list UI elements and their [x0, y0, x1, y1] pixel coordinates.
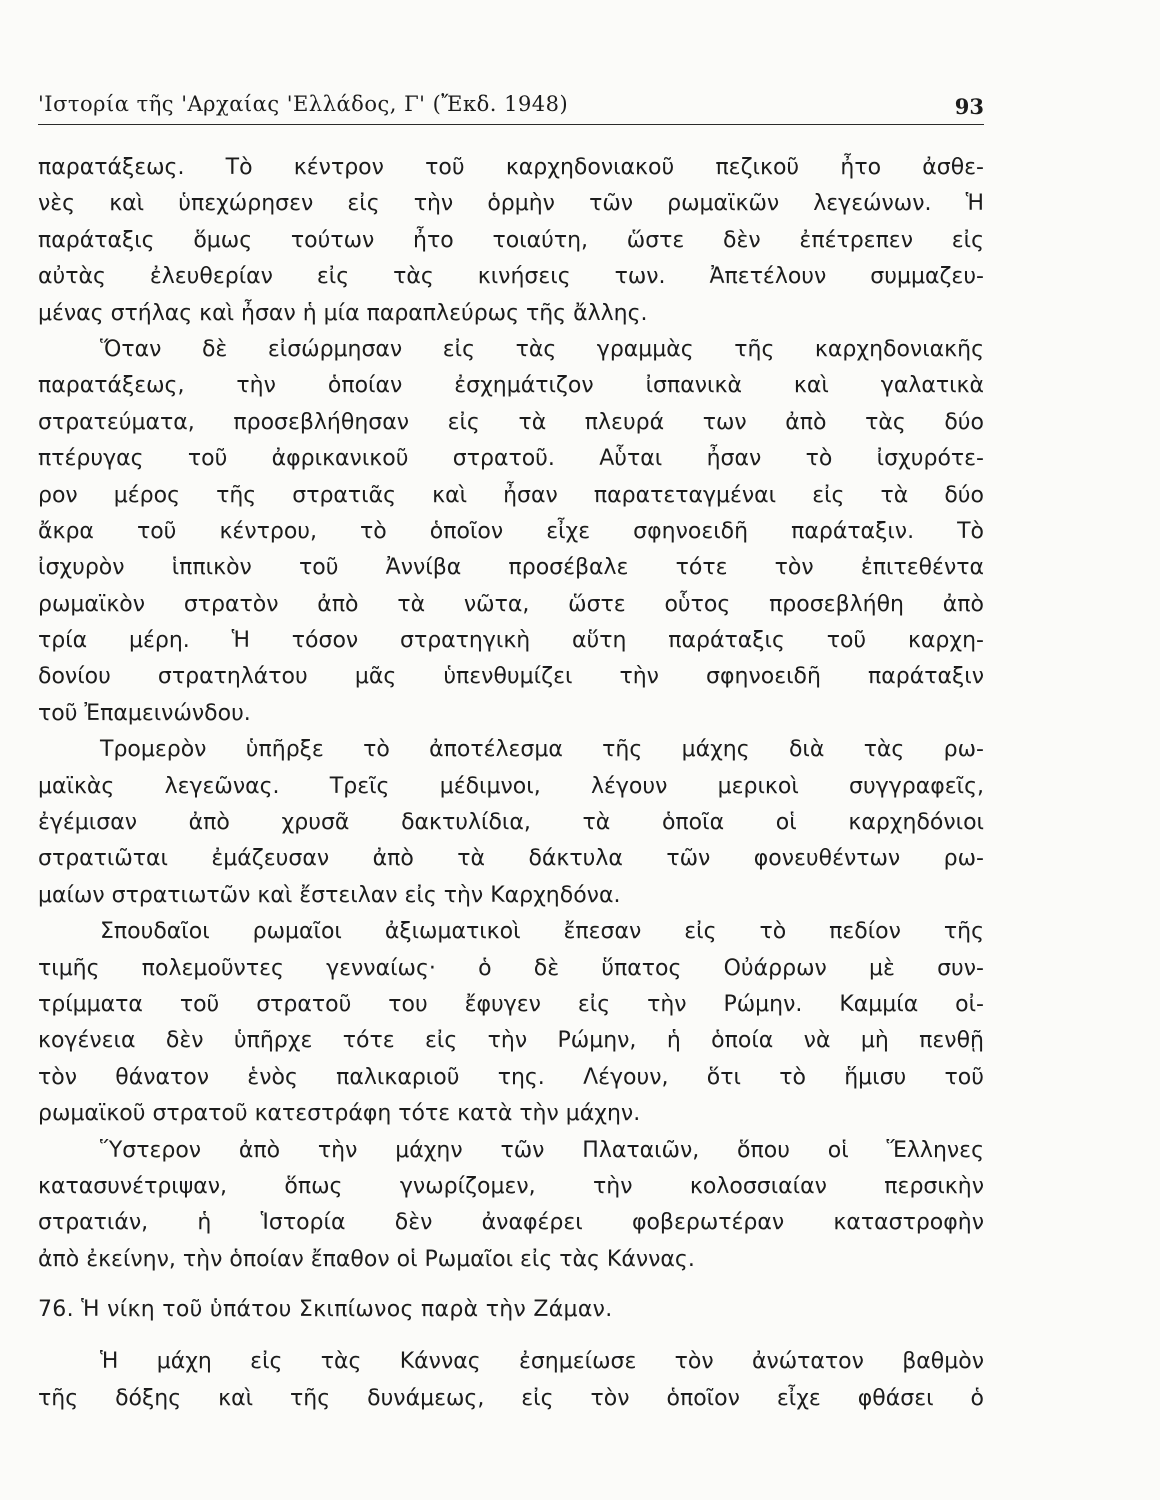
text-line: τὸν θάνατον ἑνὸς παλικαριοῦ της. Λέγουν, ὅτι τὸ ἥμισυ τοῦ: [38, 1064, 984, 1090]
paragraph: [38, 1344, 984, 1417]
body-text: [38, 150, 984, 1417]
text-line: Ὅταν δὲ εἰσώρμησαν εἰς τὰς γραμμὰς τῆς καρχηδονιακῆς: [100, 336, 984, 362]
text-line: παρατάξεως. Τὸ κέντρον τοῦ καρχηδονιακοῦ πεζικοῦ ἦτο ἀσθε-: [38, 155, 984, 180]
text-line: μένας στήλας καὶ ἦσαν ἡ μία παραπλεύρως τῆς ἄλλης.: [38, 300, 648, 326]
running-header: [38, 84, 984, 125]
paragraph: [38, 914, 984, 1132]
text-line: ρωμαϊκοῦ στρατοῦ κατεστράφη τότε κατὰ τὴν μάχην.: [38, 1101, 641, 1127]
text-line: παρατάξεως, τὴν ὁποίαν ἐσχημάτιζον ἰσπανικὰ καὶ γαλατικὰ: [38, 373, 984, 399]
text-line: τῆς δόξης καὶ τῆς δυνάμεως, εἰς τὸν ὁποῖον εἶχε φθάσει ὁ: [38, 1385, 984, 1411]
text-line: στρατεύματα, προσεβλήθησαν εἰς τὰ πλευρά των ἀπὸ τὰς δύο: [38, 409, 984, 435]
paragraph: [38, 150, 984, 332]
text-line: ἐγέμισαν ἀπὸ χρυσᾶ δακτυλίδια, τὰ ὁποῖα οἱ καρχηδόνιοι: [38, 810, 984, 836]
text-line: τρία μέρη. Ἡ τόσον στρατηγικὴ αὕτη παράταξις τοῦ καρχη-: [38, 628, 984, 654]
section-heading: 76. Ἡ νίκη τοῦ ὑπάτου Σκιπίωνος παρὰ τὴν Ζάμαν.: [38, 1297, 613, 1323]
text-line: παράταξις ὅμως τούτων ἦτο τοιαύτη, ὥστε δὲν ἐπέτρεπεν εἰς: [38, 227, 984, 253]
paragraph: [38, 1133, 984, 1279]
text-line: κατασυνέτριψαν, ὅπως γνωρίζομεν, τὴν κολοσσιαίαν περσικὴν: [38, 1173, 984, 1199]
text-line: μαίων στρατιωτῶν καὶ ἔστειλαν εἰς τὴν Καρχηδόνα.: [38, 882, 621, 908]
text-line: στρατιῶται ἐμάζευσαν ἀπὸ τὰ δάκτυλα τῶν φονευθέντων ρω-: [38, 846, 984, 872]
text-line: τιμῆς πολεμοῦντες γενναίως· ὁ δὲ ὕπατος Οὐάρρων μὲ συν-: [38, 955, 984, 981]
text-line: τρίμματα τοῦ στρατοῦ του ἔφυγεν εἰς τὴν Ρώμην. Καμμία οἰ-: [38, 991, 984, 1017]
text-line: Σπουδαῖοι ρωμαῖοι ἀξιωματικοὶ ἔπεσαν εἰς τὸ πεδίον τῆς: [100, 919, 984, 945]
page-number: 93: [954, 94, 984, 119]
text-line: ἰσχυρὸν ἱππικὸν τοῦ Ἀννίβα προσέβαλε τότε τὸν ἐπιτεθέντα: [38, 555, 984, 581]
text-line: ἀπὸ ἐκείνην, τὴν ὁποίαν ἔπαθον οἱ Ρωμαῖοι εἰς τὰς Κάννας.: [38, 1246, 695, 1272]
text-line: Ὕστερον ἀπὸ τὴν μάχην τῶν Πλαταιῶν, ὅπου οἱ Ἕλληνες: [100, 1137, 984, 1163]
text-line: ἄκρα τοῦ κέντρου, τὸ ὁποῖον εἶχε σφηνοειδῆ παράταξιν. Τὸ: [38, 518, 984, 544]
text-line: Τρομερὸν ὑπῆρξε τὸ ἀποτέλεσμα τῆς μάχης διὰ τὰς ρω-: [100, 737, 984, 763]
text-line: νὲς καὶ ὑπεχώρησεν εἰς τὴν ὁρμὴν τῶν ρωμαϊκῶν λεγεώνων. Ἡ: [38, 191, 984, 217]
paragraph: [38, 332, 984, 732]
paragraph: [38, 732, 984, 914]
text-line: κογένεια δὲν ὑπῆρχε τότε εἰς τὴν Ρώμην, ἡ ὁποία νὰ μὴ πενθῇ: [38, 1028, 984, 1054]
text-line: πτέρυγας τοῦ ἀφρικανικοῦ στρατοῦ. Αὗται ἦσαν τὸ ἰσχυρότε-: [38, 446, 984, 472]
text-line: αὐτὰς ἐλευθερίαν εἰς τὰς κινήσεις των. Ἀπετέλουν συμμαζευ-: [38, 264, 984, 290]
text-line: Ἡ μάχη εἰς τὰς Κάννας ἐσημείωσε τὸν ἀνώτατον βαθμὸν: [100, 1349, 984, 1375]
text-line: ρον μέρος τῆς στρατιᾶς καὶ ἦσαν παρατεταγμέναι εἰς τὰ δύο: [38, 482, 984, 508]
text-line: δονίου στρατηλάτου μᾶς ὑπενθυμίζει τὴν σφηνοειδῆ παράταξιν: [38, 664, 984, 690]
text-line: μαϊκὰς λεγεῶνας. Τρεῖς μέδιμνοι, λέγουν μερικοὶ συγγραφεῖς,: [38, 773, 984, 799]
text-line: ρωμαϊκὸν στρατὸν ἀπὸ τὰ νῶτα, ὥστε οὗτος προσεβλήθη ἀπὸ: [38, 591, 984, 617]
text-line: τοῦ Ἐπαμεινώνδου.: [38, 700, 251, 726]
running-title: 'Ιστορία τῆς 'Αρχαίας 'Ελλάδος, Γ' (Ἔκδ. 1948): [38, 92, 569, 116]
text-line: στρατιάν, ἡ Ἱστορία δὲν ἀναφέρει φοβερωτέραν καταστροφὴν: [38, 1210, 984, 1236]
